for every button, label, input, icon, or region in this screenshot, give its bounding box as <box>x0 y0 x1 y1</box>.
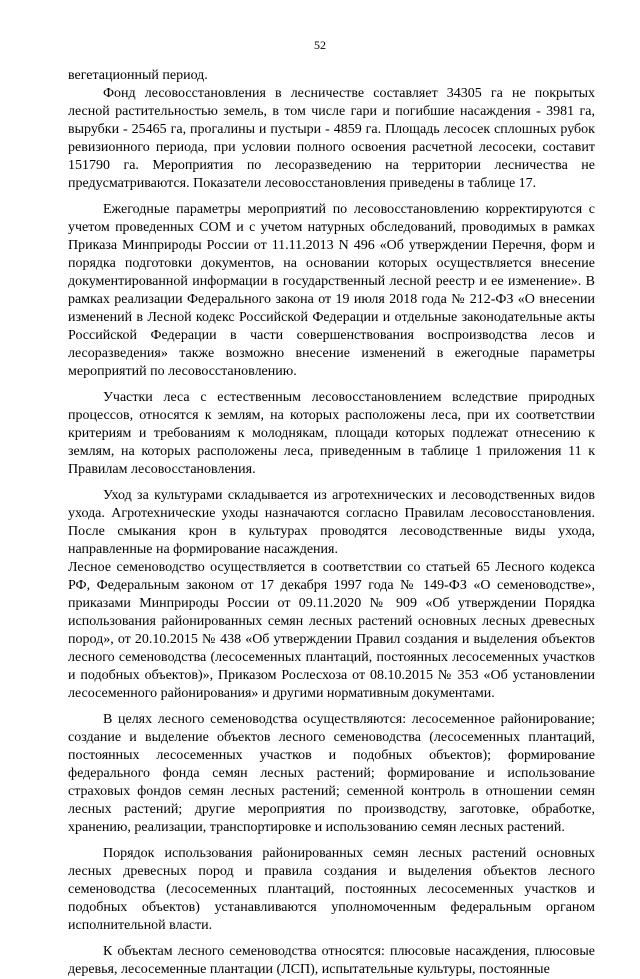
paragraph-seed-usage-order: Порядок использования районированных семян лесных растений основных лесных древесных пород и правила создания и выделения объектов лесного семеноводства (лесосеменных плантаций, постоянных лесосеменных участков и подобных объектов) устанавливаются уполномоченным федеральным органом исполнительной власти. <box>68 846 595 933</box>
paragraph-seed-production-law: Лесное семеноводство осуществляется в соответствии со статьей 65 Лесного кодекса РФ, Федеральным законом от 17 декабря 1997 года № 149-ФЗ «О семеноводстве», приказами Минприроды России от 09.11.2020 № 909 «Об утверждении Порядка использования районированных семян лесных растений основных лесных древесных пород», от 20.10.2015 № 438 «Об утверждении Правил создания и выделения объектов лесного семеноводства (лесосеменных плантаций, постоянных лесосеменных участков и подобных объектов)», Приказом Рослесхоза от 08.10.2015 № 353 «Об установлении лесосеменного районирования» и другими нормативным документами. <box>68 560 595 701</box>
paragraph-reforestation-fund: Фонд лесовосстановления в лесничестве составляет 34305 га не покрытых лесной растительностью земель, в том числе гари и погибшие насаждения - 3981 га, вырубки - 25465 га, прогалины и пустыри - 4859 га. Площадь лесосек сплошных рубок ревизионного периода, при условии полного освоения расчетной лесосеки, составит 151790 га. Мероприятия по лесоразведению на территории лесничества не предусматриваются. Показатели лесовосстановления приведены в таблице 17. <box>68 86 595 191</box>
paragraph-seed-objects: К объектам лесного семеноводства относятся: плюсовые насаждения, плюсовые деревья, лесосеменные плантации (ЛСП), испытательные культуры, постоянные <box>68 944 595 977</box>
paragraph-annual-parameters: Ежегодные параметры мероприятий по лесовосстановлению корректируются с учетом проведенных СОМ и с учетом натурных обследований, проводимых в рамках Приказа Минприроды России от 11.11.2013 N 496 «Об утверждении Перечня, форм и порядка подготовки документов, на основании которых осуществляется внесение документированной информации в государственный лесной реестр и ее изменение». В рамках реализации Федерального закона от 19 июля 2018 года № 212-ФЗ «О внесении изменений в Лесной кодекс Российской Федерации и отдельные законодательные акты Российской Федерации в части совершенствования воспроизводства лесов и лесоразведения» также возможно внесение изменений в ежегодные параметры мероприятий по лесовосстановлению. <box>68 202 595 379</box>
paragraph-continuation: вегетационный период. <box>68 68 208 83</box>
paragraph-culture-care: Уход за культурами складывается из агротехнических и лесоводственных видов ухода. Агротехнические уходы назначаются согласно Правилам лесовосстановления. После смыкания крон в культурах проводятся лесоводственные виды ухода, направленные на формирование насаждения. <box>68 488 595 557</box>
paragraph-seed-production-goals: В целях лесного семеноводства осуществляются: лесосеменное районирование; создание и выделение объектов лесного семеноводства (лесосеменных плантаций, постоянных лесосеменных участков и подобных объектов); формирование федерального фонда семян лесных растений; формирование и использование страховых фондов семян лесных растений; семенной контроль в отношении семян лесных растений; другие мероприятия по производству, заготовке, обработке, хранению, реализации, транспортировке и использованию семян лесных растений. <box>68 712 595 835</box>
document-body <box>68 67 595 979</box>
paragraph-natural-regeneration: Участки леса с естественным лесовосстановлением вследствие природных процессов, относятся к землям, на которых расположены леса, при их соответствии критериям и требованиям к молоднякам, площади которых подлежат отнесению к землям, на которых расположены леса, приведенным в таблице 1 приложения 11 к Правилам лесовосстановления. <box>68 390 595 477</box>
page-number: 52 <box>314 38 326 52</box>
